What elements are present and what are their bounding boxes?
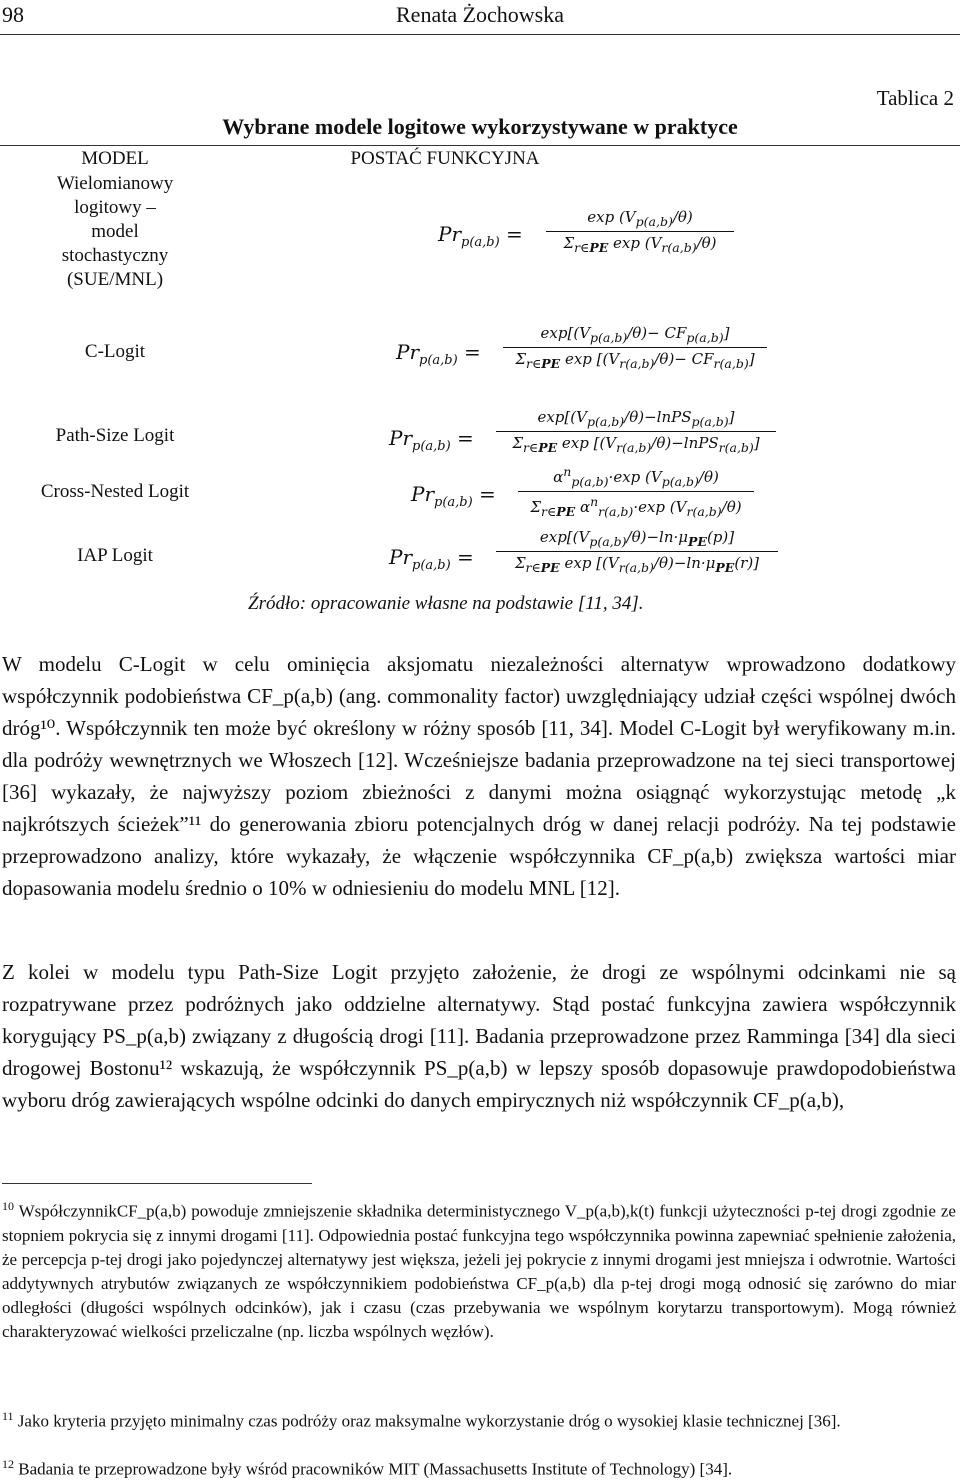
formula-numerator: $\exp[(V_{p(a,b)}/\theta)-lnPS_{p(a,b)}]$	[537, 408, 735, 429]
model-name-path-size: Path-Size Logit	[55, 425, 175, 446]
footnote-10	[2, 1194, 956, 1344]
footnote-text: Jako kryteria przyjęto minimalny czas podróży oraz maksymalne wykorzystanie dróg o wysokiej klasie technicznej [36].	[17, 1411, 841, 1431]
formula-denominator: $\Sigma_{r\in PE}$ $\exp [(V_{r(a,b)}/\theta)-\ln\cdot\mu_{PE}(r)]$	[514, 554, 760, 575]
formula-denominator: $\Sigma_{r\in PE}$ $\exp (V_{r(a,b)}/\theta)$	[563, 234, 717, 255]
formula-numerator: $\exp[(V_{p(a,b)}/\theta)- CF_{p(a,b)}]$	[540, 324, 730, 345]
footnote-number: 10	[2, 1199, 14, 1213]
table-label: Tablica 2	[876, 86, 954, 110]
running-author: Renata Żochowska	[396, 2, 564, 27]
formula-fraction-path-size	[496, 408, 776, 455]
footnote-11	[2, 1404, 956, 1434]
formula-fraction-cross-nested	[518, 464, 754, 519]
formula-lhs-cross-nested: $Pr_{p(a,b)}$ =	[411, 482, 496, 510]
formula-fraction-iap	[496, 528, 778, 575]
formula-fraction-mnl	[546, 208, 734, 255]
model-name-mnl	[0, 172, 230, 292]
formula-denominator: $\Sigma_{r\in PE}$ $\alpha^n_{r(a,b)}\cdot\exp$ $(V_{r(a,b)}/\theta)$	[530, 494, 742, 519]
table-top-rule	[0, 145, 960, 146]
fraction-bar	[496, 431, 776, 432]
formula-numerator: $\exp (V_{p(a,b)}/\theta)$	[587, 208, 693, 229]
table-title: Wybrane modele logitowe wykorzystywane w praktyce	[222, 114, 738, 139]
fraction-bar	[496, 551, 778, 552]
footnote-rule	[2, 1183, 312, 1184]
column-header-form: POSTAĆ FUNKCYJNA	[350, 148, 540, 169]
column-header-model: MODEL	[81, 148, 149, 169]
formula-numerator: $\alpha^n_{p(a,b)}\cdot\exp$ $(V_{p(a,b)}/\theta)$	[553, 464, 719, 489]
footnote-number: 11	[2, 1409, 14, 1423]
formula-denominator: $\Sigma_{r\in PE}$ $\exp [(V_{r(a,b)}/\theta)- CF_{r(a,b)}]$	[515, 350, 755, 371]
paragraph-2: Z kolei w modelu typu Path-Size Logit przyjęto założenie, że drogi ze wspólnymi odcinkami nie są rozpatrywane przez podróżnych jako oddzielne alternatywy. Stąd postać funkcyjna zawiera współczynnik korygujący PS_p(a,b) związany z długością drogi [11]. Badania przeprowadzone przez Ramminga [34] dla sieci drogowej Bostonu¹² wskazują, że współczynnik PS_p(a,b) w lepszy sposób dopasowuje prawdopodobieństwa wyboru dróg zawierających wspólne odcinki do danych empirycznych niż współczynnik CF_p(a,b),	[2, 960, 956, 1112]
footnote-text: Badania te przeprowadzone były wśród pracowników MIT (Massachusetts Institute of Technology) [34].	[18, 1459, 733, 1479]
model-name-cross-nested: Cross-Nested Logit	[40, 481, 190, 502]
fraction-bar	[546, 231, 734, 232]
formula-denominator: $\Sigma_{r\in PE}$ $\exp [(V_{r(a,b)}/\theta)-lnPS_{r(a,b)}]$	[512, 434, 760, 455]
formula-lhs-iap: $Pr_{p(a,b)}$ =	[389, 545, 474, 573]
formula-lhs-c-logit: $Pr_{p(a,b)}$ =	[396, 340, 481, 368]
model-name-mnl-text: Wielomianowy logitowy – model stochastyczny (SUE/MNL)	[56, 173, 174, 290]
formula-numerator: $\exp[(V_{p(a,b)}/\theta)-\ln\cdot\mu_{PE}(p)]$	[539, 528, 735, 549]
footnote-number: 12	[2, 1457, 14, 1471]
paragraph-1: W modelu C-Logit w celu ominięcia aksjomatu niezależności alternatyw wprowadzono dodatkowy współczynnik podobieństwa CF_p(a,b) (ang. commonality factor) uwzględniający udział części wspólnej dwóch dróg¹⁰. Współczynnik ten może być określony w różny sposób [11, 34]. Model C-Logit był weryfikowany m.in. dla podróży wewnętrznych we Włoszech [12]. Wcześniejsze badania przeprowadzone na tej sieci transportowej [36] wykazały, że najwyższy poziom zbieżności z danymi można osiągnąć wykorzystując metodę „k najkrótszych ścieżek”¹¹ do generowania zbioru potencjalnych dróg w danej relacji podróży. Na tej podstawie przeprowadzono analizy, które wykazały, że włączenie współczynnika CF_p(a,b) zwiększa wartości miar dopasowania modelu średnio o 10% w odniesieniu do modelu MNL [12].	[2, 652, 956, 900]
fraction-bar	[503, 347, 767, 348]
footnote-text: WspółczynnikCF_p(a,b) powoduje zmniejszenie składnika deterministycznego V_p(a,b),k(t) funkcji użyteczności p-tej drogi zgodnie ze stopniem pokrycia się z innymi drogami [11]. Odpowiednia postać funkcyjna tego współczynnika powinna zapewniać spełnienie założenia, że percepcja p-tej drogi jako pojedynczej alternatywy jest większa, jeżeli jej pokrycie z innymi drogami jest mniejsza i odwrotnie. Wartości addytywnych atrybutów związanych ze współczynnikiem podobieństwa CF_p(a,b) dla p-tej drogi mogą odnosić się zarówno do miar odległości (długości wspólnych odcinków), jak i czasu (czas przebywania we wspólnym korytarzu transportowym). Mogą również charakteryzować wielkości przeliczalne (np. liczba wspólnych węzłów).	[2, 1201, 956, 1341]
footnote-12	[2, 1452, 956, 1482]
formula-fraction-c-logit	[503, 324, 767, 371]
formula-lhs-mnl: $Pr_{p(a,b)}$ =	[438, 222, 523, 250]
model-name-c-logit: C-Logit	[84, 341, 146, 362]
model-name-iap: IAP Logit	[77, 545, 153, 566]
table-source: Źródło: opracowanie własne na podstawie [11, 34].	[248, 593, 644, 614]
formula-lhs-path-size: $Pr_{p(a,b)}$ =	[389, 426, 474, 454]
fraction-bar	[518, 491, 754, 492]
page-number: 98	[2, 2, 24, 27]
header-rule	[0, 34, 960, 35]
